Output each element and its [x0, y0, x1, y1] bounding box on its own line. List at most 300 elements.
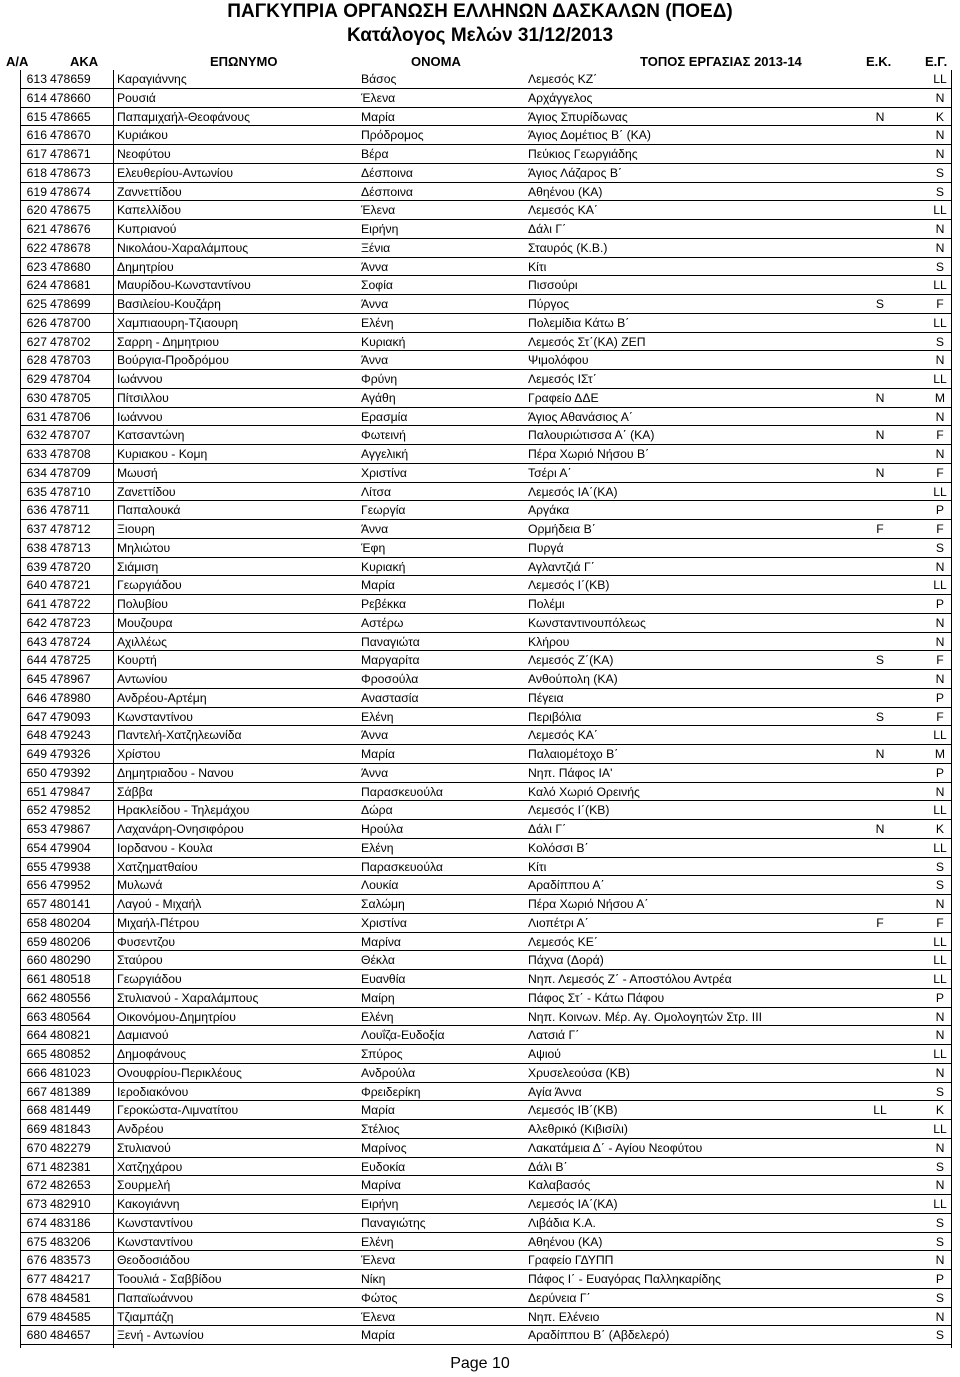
- table-row: [0, 633, 960, 652]
- eg-code: N: [935, 409, 945, 424]
- row-number: 628: [26, 353, 47, 368]
- eg-code: S: [935, 878, 945, 893]
- table-row: [0, 745, 960, 764]
- work-place: Άγιος Δομέτιος Β΄ (ΚΑ): [528, 128, 651, 143]
- member-name: Λουΐζα-Ευδοξία: [361, 1028, 445, 1043]
- member-name: Έλενα: [361, 1309, 396, 1324]
- row-number: 646: [26, 690, 47, 705]
- row-number: 655: [26, 859, 47, 874]
- member-surname: Ιεροδιακόνου: [117, 1084, 189, 1099]
- eg-code: LL: [933, 72, 947, 86]
- table-row: [0, 201, 960, 220]
- member-aka: 478671: [50, 147, 91, 161]
- work-place: Πολεμίδια Κάτω Β΄: [528, 315, 630, 330]
- col-surname-header: ΕΠΩΝΥΜΟ: [210, 54, 278, 69]
- member-surname: Παπαλουκά: [117, 503, 181, 518]
- member-aka: 480556: [50, 990, 91, 1005]
- eg-code: LL: [933, 315, 947, 330]
- row-number: 659: [26, 934, 47, 949]
- table-row: [0, 1064, 960, 1083]
- table-row: [0, 1270, 960, 1289]
- work-place: Αγία Άννα: [528, 1084, 582, 1099]
- member-aka: 478710: [50, 484, 91, 499]
- member-surname: Κυπριανού: [117, 222, 177, 236]
- table-row: [0, 239, 960, 258]
- eg-code: N: [935, 1065, 945, 1080]
- eg-code: N: [935, 784, 945, 799]
- work-place: Λεμεσός ΚΖ΄: [528, 72, 598, 86]
- member-aka: 478700: [50, 315, 91, 330]
- col-ek-header: Ε.Κ.: [866, 54, 892, 69]
- table-row: [0, 783, 960, 802]
- eg-code: F: [936, 653, 944, 668]
- member-name: Θέκλα: [361, 953, 395, 968]
- work-place: Αγλαντζιά Γ΄: [528, 559, 595, 574]
- row-number: 614: [26, 90, 47, 105]
- work-place: Άγιος Αθανάσιος Α΄: [528, 409, 633, 424]
- member-name: Ειρήνη: [361, 1197, 399, 1211]
- member-name: Φώτος: [361, 1290, 398, 1305]
- member-aka: 484585: [50, 1309, 91, 1324]
- row-number: 620: [26, 203, 47, 218]
- work-place: Δάλι Β΄: [528, 1159, 568, 1174]
- member-surname: Κωνσταντίνου: [117, 1215, 193, 1230]
- member-aka: 478720: [50, 559, 91, 574]
- ek-code: F: [876, 915, 884, 930]
- row-number: 629: [26, 372, 47, 386]
- row-number: 667: [26, 1084, 47, 1099]
- ek-code: N: [875, 822, 885, 836]
- table-row: [0, 408, 960, 427]
- eg-code: N: [935, 634, 945, 649]
- row-number: 654: [26, 840, 47, 855]
- member-surname: Παπαϊωάννου: [117, 1290, 194, 1305]
- member-aka: 479852: [50, 803, 91, 818]
- row-number: 640: [26, 578, 47, 593]
- work-place: Δερύνεια Γ΄: [528, 1290, 591, 1305]
- work-place: Λιοπέτρι Α΄: [528, 915, 589, 930]
- row-number: 638: [26, 540, 47, 555]
- eg-code: N: [935, 897, 945, 911]
- table-row: [0, 895, 960, 914]
- member-name: Δέσποινα: [361, 165, 413, 180]
- row-number: 650: [26, 765, 47, 780]
- table-row: [0, 989, 960, 1008]
- table-row: [0, 108, 960, 127]
- row-number: 635: [26, 484, 47, 499]
- table-row: [0, 445, 960, 464]
- row-number: 624: [26, 278, 47, 293]
- member-aka: 481449: [50, 1103, 91, 1118]
- member-surname: Νεοφύτου: [117, 147, 171, 161]
- member-aka: 484657: [50, 1328, 91, 1343]
- row-number: 642: [26, 615, 47, 630]
- work-place: Λεμεσός Στ΄(ΚΑ) ΖΕΠ: [528, 334, 646, 349]
- document-subtitle: Κατάλογος Μελών 31/12/2013: [346, 25, 614, 46]
- member-aka: 479326: [50, 747, 91, 761]
- member-surname: Παντελή-Χατζηλεωνίδα: [117, 728, 242, 743]
- member-surname: Στυλιανού: [117, 1140, 171, 1155]
- member-aka: 481389: [50, 1084, 91, 1099]
- row-number: 651: [26, 784, 47, 799]
- eg-code: LL: [933, 972, 947, 986]
- eg-code: LL: [933, 578, 947, 593]
- member-surname: Μυλωνά: [117, 878, 163, 893]
- member-surname: Μηλιώτου: [117, 540, 171, 555]
- table-row: [0, 220, 960, 239]
- member-name: Ξένια: [361, 240, 391, 255]
- eg-code: N: [935, 1178, 945, 1193]
- row-number: 676: [26, 1253, 47, 1268]
- member-surname: Θεοδοσιάδου: [117, 1253, 190, 1268]
- member-name: Έλενα: [361, 1253, 396, 1268]
- eg-code: N: [935, 222, 945, 236]
- member-name: Αγγελική: [361, 447, 409, 461]
- member-surname: Λαγού - Μιχαήλ: [117, 897, 202, 911]
- table-row: [0, 801, 960, 820]
- row-number: 648: [26, 728, 47, 743]
- member-aka: 478705: [50, 390, 91, 405]
- ek-code: N: [875, 428, 885, 443]
- eg-code: S: [935, 1234, 945, 1249]
- member-aka: 482381: [50, 1159, 91, 1174]
- work-place: Λεμεσός Ι΄(ΚΒ): [528, 578, 610, 593]
- member-aka: 478707: [50, 428, 91, 443]
- member-surname: Ιωάννου: [117, 409, 163, 424]
- member-name: Σοφία: [361, 278, 393, 293]
- ek-code: N: [875, 390, 885, 405]
- member-name: Πρόδρομος: [361, 128, 424, 143]
- ek-code: N: [875, 465, 885, 480]
- member-name: Ελένη: [361, 1234, 394, 1249]
- eg-code: P: [935, 597, 945, 611]
- member-name: Μαρία: [361, 1328, 395, 1343]
- member-surname: Δημοφάνους: [117, 1047, 187, 1061]
- eg-code: LL: [933, 728, 947, 743]
- eg-code: N: [935, 240, 945, 255]
- member-name: Δώρα: [361, 803, 393, 818]
- eg-code: LL: [933, 372, 947, 386]
- member-aka: 480852: [50, 1047, 91, 1061]
- member-name: Λουκία: [361, 878, 399, 893]
- work-place: Αψιού: [528, 1047, 561, 1061]
- row-number: 644: [26, 653, 47, 668]
- row-number: 627: [26, 334, 47, 349]
- member-aka: 478675: [50, 203, 91, 218]
- member-aka: 480206: [50, 934, 91, 949]
- member-aka: 481843: [50, 1122, 91, 1136]
- table-row: [0, 145, 960, 164]
- eg-code: LL: [933, 278, 947, 293]
- row-number: 661: [26, 972, 47, 986]
- table-row: [0, 1101, 960, 1120]
- member-aka: 478680: [50, 259, 91, 274]
- member-surname: Δαμιανού: [117, 1028, 169, 1043]
- eg-code: N: [935, 615, 945, 630]
- member-surname: Νικολάου-Χαραλάμπους: [117, 240, 249, 255]
- work-place: Γραφείο ΓΔΥΠΠ: [528, 1253, 614, 1268]
- work-place: Πυργά: [528, 540, 564, 555]
- member-name: Άννα: [361, 522, 389, 536]
- member-name: Φροσούλα: [361, 672, 419, 686]
- row-number: 637: [26, 522, 47, 536]
- members-table: [0, 70, 960, 1345]
- member-surname: Λαχανάρη-Ονησιφόρου: [117, 822, 244, 836]
- eg-code: N: [935, 1140, 945, 1155]
- eg-code: P: [935, 765, 945, 780]
- table-row: [0, 276, 960, 295]
- work-place: Ορμήδεια Β΄: [528, 522, 596, 536]
- member-aka: 480564: [50, 1009, 91, 1024]
- work-place: Κίτι: [528, 859, 547, 874]
- work-place: Λεμεσός ΙΒ΄(ΚΒ): [528, 1103, 618, 1118]
- row-number: 665: [26, 1047, 47, 1061]
- member-name: Φρειδερίκη: [361, 1084, 421, 1099]
- member-name: Έφη: [361, 540, 386, 555]
- row-number: 636: [26, 503, 47, 518]
- member-surname: Σάββα: [117, 784, 153, 799]
- member-surname: Χρίστου: [117, 747, 161, 761]
- member-surname: Πίτσιλλου: [117, 390, 169, 405]
- eg-code: F: [936, 465, 944, 480]
- work-place: Πάφος Ι΄ - Ευαγόρας Παλληκαρίδης: [528, 1272, 721, 1286]
- work-place: Νηπ. Κοινων. Μέρ. Αγ. Ομολογητών Στρ. ΙΙΙ: [528, 1009, 762, 1024]
- member-surname: Καραγιάννης: [117, 72, 187, 86]
- eg-code: S: [935, 1215, 945, 1230]
- eg-code: LL: [933, 1122, 947, 1136]
- table-row: [0, 858, 960, 877]
- member-name: Ειρήνη: [361, 222, 399, 236]
- table-row: [0, 1026, 960, 1045]
- eg-code: LL: [933, 934, 947, 949]
- work-place: Καλαβασός: [528, 1178, 591, 1193]
- member-surname: Αντωνίου: [117, 672, 168, 686]
- table-row: [0, 914, 960, 933]
- member-name: Ανδρούλα: [361, 1065, 416, 1080]
- eg-code: N: [935, 559, 945, 574]
- eg-code: N: [935, 353, 945, 368]
- member-name: Μαρίνος: [361, 1140, 407, 1155]
- table-row: [0, 314, 960, 333]
- table-row: [0, 876, 960, 895]
- table-row: [0, 1251, 960, 1270]
- table-row: [0, 708, 960, 727]
- work-place: Παλουριώτισσα Α΄ (ΚΑ): [528, 428, 655, 443]
- table-row: [0, 483, 960, 502]
- row-number: 633: [26, 447, 47, 461]
- ek-code: LL: [873, 1103, 887, 1118]
- member-name: Ηρούλα: [361, 822, 404, 836]
- row-number: 623: [26, 259, 47, 274]
- member-surname: Γεωργιάδου: [117, 972, 182, 986]
- member-name: Παναγιώτης: [361, 1215, 426, 1230]
- work-place: Άγιος Λάζαρος Β΄: [528, 165, 623, 180]
- row-number: 680: [26, 1328, 47, 1343]
- table-row: [0, 258, 960, 277]
- member-surname: Δημητριαδου - Νανου: [117, 765, 234, 780]
- member-surname: Κατσαντώνη: [117, 428, 185, 443]
- work-place: Πέρα Χωριό Νήσου Α΄: [528, 897, 649, 911]
- work-place: Κωνσταντινουπόλεως: [528, 615, 646, 630]
- row-number: 669: [26, 1122, 47, 1136]
- member-aka: 478725: [50, 653, 91, 668]
- table-row: [0, 389, 960, 408]
- eg-code: K: [935, 1103, 945, 1118]
- member-aka: 479952: [50, 878, 91, 893]
- table-row: [0, 126, 960, 145]
- eg-code: LL: [933, 953, 947, 968]
- work-place: Ανθούπολη (ΚΑ): [528, 672, 618, 686]
- member-aka: 478704: [50, 372, 91, 386]
- row-number: 653: [26, 822, 47, 836]
- member-name: Σαλώμη: [361, 897, 405, 911]
- member-aka: 483186: [50, 1215, 91, 1230]
- work-place: Πέρα Χωριό Νήσου Β΄: [528, 447, 650, 461]
- ek-code: S: [875, 653, 885, 668]
- member-aka: 478703: [50, 353, 91, 368]
- ek-code: F: [876, 522, 884, 536]
- eg-code: P: [935, 690, 945, 705]
- member-aka: 480821: [50, 1028, 91, 1043]
- member-surname: Τζιαμπάζη: [117, 1309, 174, 1324]
- member-aka: 478699: [50, 297, 91, 311]
- member-surname: Τοουλιά - Σαββίδου: [117, 1272, 222, 1286]
- member-name: Βέρα: [361, 147, 389, 161]
- member-surname: Ξενή - Αντωνίου: [117, 1328, 204, 1343]
- eg-code: N: [935, 672, 945, 686]
- member-name: Μαρία: [361, 109, 395, 124]
- member-surname: Ζανεττίδου: [117, 484, 176, 499]
- work-place: Τσέρι Α΄: [528, 465, 572, 480]
- table-row: [0, 1139, 960, 1158]
- table-row: [0, 1326, 960, 1345]
- member-name: Φωτεινή: [361, 428, 406, 443]
- work-place: Πύργος: [528, 297, 570, 311]
- eg-code: S: [935, 1084, 945, 1099]
- member-aka: 481023: [50, 1065, 91, 1080]
- member-aka: 479867: [50, 822, 91, 836]
- work-place: Ψιμολόφου: [528, 353, 589, 368]
- eg-code: N: [935, 447, 945, 461]
- member-name: Γεωργία: [361, 503, 406, 518]
- row-number: 643: [26, 634, 47, 649]
- work-place: Γραφείο ΔΔΕ: [528, 390, 599, 405]
- member-aka: 480518: [50, 972, 91, 986]
- member-name: Σπύρος: [361, 1047, 403, 1061]
- member-surname: Βασιλείου-Κουζάρη: [117, 297, 221, 311]
- member-surname: Ανδρέου: [117, 1122, 164, 1136]
- member-name: Ελένη: [361, 840, 394, 855]
- member-surname: Χατζηματθαίου: [117, 859, 198, 874]
- member-name: Αναστασία: [361, 690, 419, 705]
- row-number: 618: [26, 165, 47, 180]
- work-place: Αλεθρικό (Κιβισίλι): [528, 1122, 628, 1136]
- member-aka: 479093: [50, 709, 91, 724]
- table-row: [0, 1045, 960, 1064]
- member-surname: Σουρμελή: [117, 1178, 171, 1193]
- eg-code: LL: [933, 484, 947, 499]
- eg-code: LL: [933, 840, 947, 855]
- table-row: [0, 1195, 960, 1214]
- member-aka: 478722: [50, 597, 91, 611]
- work-place: Πάφος Στ΄ - Κάτω Πάφου: [528, 990, 665, 1005]
- work-place: Παλαιομέτοχο Β΄: [528, 747, 619, 761]
- eg-code: M: [934, 747, 946, 761]
- table-row: [0, 70, 960, 89]
- member-name: Αγάθη: [361, 390, 396, 405]
- member-name: Στέλιος: [361, 1122, 400, 1136]
- member-surname: Φυσεντζου: [117, 934, 176, 949]
- member-aka: 482279: [50, 1140, 91, 1155]
- eg-code: P: [935, 503, 945, 518]
- member-surname: Μαυρίδου-Κωνσταντίνου: [117, 278, 251, 293]
- row-number: 664: [26, 1028, 47, 1043]
- eg-code: S: [935, 1290, 945, 1305]
- eg-code: F: [936, 428, 944, 443]
- row-number: 615: [26, 109, 47, 124]
- work-place: Περιβόλια: [528, 709, 582, 724]
- member-aka: 478660: [50, 90, 91, 105]
- table-row: [0, 1289, 960, 1308]
- row-number: 658: [26, 915, 47, 930]
- member-surname: Ζαννεττίδου: [117, 184, 182, 199]
- table-row: [0, 333, 960, 352]
- table-row: [0, 614, 960, 633]
- member-surname: Κυριάκου: [117, 128, 168, 143]
- work-place: Λακατάμεια Δ΄ - Αγίου Νεοφύτου: [528, 1140, 703, 1155]
- eg-code: S: [935, 1328, 945, 1343]
- work-place: Λεμεσός ΙΑ΄(ΚΑ): [528, 1197, 618, 1211]
- member-surname: Γεωργιάδου: [117, 578, 182, 593]
- member-aka: 479847: [50, 784, 91, 799]
- member-name: Μαρία: [361, 1103, 395, 1118]
- work-place: Κίτι: [528, 259, 547, 274]
- member-surname: Σαρρη - Δημητριου: [117, 334, 219, 349]
- work-place: Λεμεσός Ι΄(ΚΒ): [528, 803, 610, 818]
- member-aka: 479938: [50, 859, 91, 874]
- table-row: [0, 501, 960, 520]
- member-aka: 479243: [50, 728, 91, 743]
- work-place: Δάλι Γ΄: [528, 222, 567, 236]
- work-place: Λεμεσός ΙΑ΄(ΚΑ): [528, 484, 618, 499]
- member-name: Παναγιώτα: [361, 634, 420, 649]
- member-surname: Ιορδανου - Κουλα: [117, 840, 213, 855]
- work-place: Λεμεσός ΚΑ΄: [528, 203, 598, 218]
- work-place: Πεύκιος Γεωργιάδης: [528, 147, 638, 161]
- member-surname: Πολυβίου: [117, 597, 168, 611]
- work-place: Λατσιά Γ΄: [528, 1028, 580, 1043]
- work-place: Λιβάδια Κ.Α.: [528, 1215, 596, 1230]
- row-number: 641: [26, 597, 47, 611]
- row-number: 677: [26, 1272, 47, 1286]
- row-number: 626: [26, 315, 47, 330]
- member-aka: 482653: [50, 1178, 91, 1193]
- eg-code: F: [936, 522, 944, 536]
- eg-code: F: [936, 915, 944, 930]
- row-number: 672: [26, 1178, 47, 1193]
- member-aka: 478659: [50, 72, 91, 86]
- row-number: 634: [26, 465, 47, 480]
- member-aka: 482910: [50, 1197, 91, 1211]
- row-number: 649: [26, 747, 47, 761]
- member-surname: Παπαμιχαήλ-Θεοφάνους: [117, 109, 250, 124]
- member-surname: Ηρακλείδου - Τηλεμάχου: [117, 803, 250, 818]
- member-aka: 480141: [50, 897, 91, 911]
- eg-code: LL: [933, 1047, 947, 1061]
- member-name: Ευδοκία: [361, 1159, 406, 1174]
- member-surname: Ρουσιά: [117, 90, 156, 105]
- work-place: Αθηένου (ΚΑ): [528, 184, 603, 199]
